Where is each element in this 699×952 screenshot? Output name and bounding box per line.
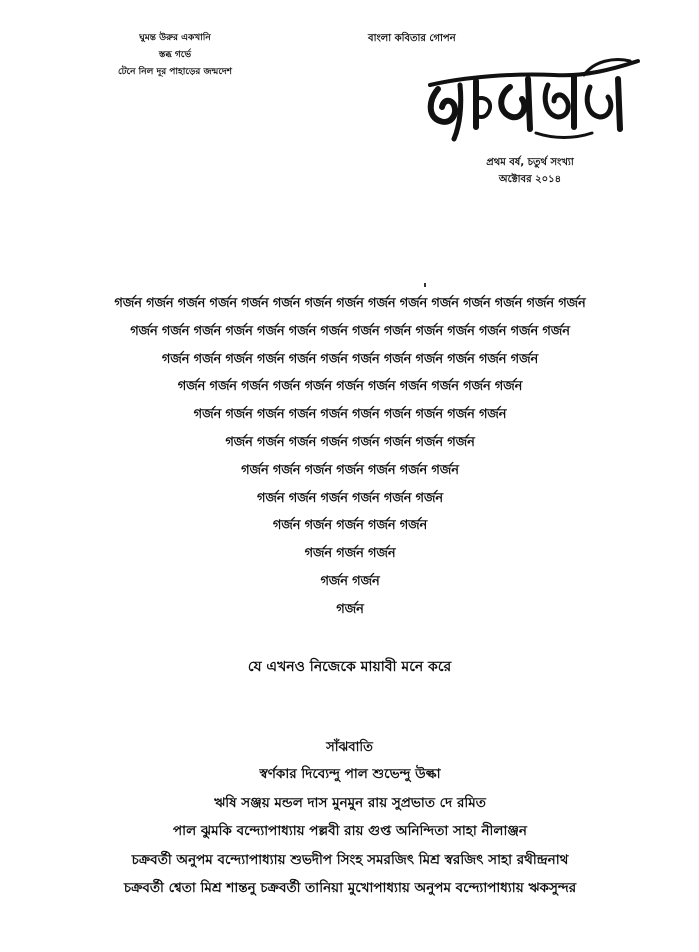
credits-names [60, 760, 640, 903]
poem-closing-line: যে এখনও নিজেকে মায়াবী মনে করে [247, 659, 452, 675]
credits-heading: সাঁঝবাতি [326, 740, 373, 755]
poem-line: গর্জন গর্জন গর্জন গর্জন গর্জন গর্জন গর্জন গর্জন গর্জন গর্জন গর্জন গর্জন গর্জন গর্জন গর্জন [114, 296, 586, 311]
epigraph-line-3: টেনে নিল দূর পাহাড়ের জন্মদেশ [118, 67, 232, 77]
magazine-tagline: বাংলা কবিতার গোপন [368, 33, 456, 44]
poem-line: গর্জন গর্জন গর্জন গর্জন গর্জন গর্জন গর্জন গর্জন গর্জন গর্জন গর্জন গর্জন গর্জন গর্জন [130, 323, 570, 339]
poem-line: গর্জন গর্জন [320, 573, 380, 589]
poem-line: গর্জন গর্জন গর্জন গর্জন গর্জন গর্জন [257, 490, 443, 506]
credits-line: ঋষি সঞ্জয় মন্ডল দাস মুনমুন রায় সুপ্রভাত দে রমিত [214, 794, 486, 811]
scan-speck [424, 283, 426, 287]
poem-line: গর্জন গর্জন গর্জন গর্জন গর্জন গর্জন গর্জন গর্জন গর্জন গর্জন [193, 407, 507, 423]
credits-line: স্বর্ণকার দিব্যেন্দু পাল শুভেন্দু উল্কা [259, 766, 441, 782]
credits-line: চক্রবর্তী অনুপম বন্দ্যোপাধ্যায় শুভদীপ সিংহ সমরজিৎ মিশ্র স্বরজিৎ সাহা রথীন্দ্রনাথ [131, 851, 569, 868]
poem-line: গর্জন গর্জন গর্জন গর্জন গর্জন গর্জন গর্জন [241, 462, 459, 478]
epigraph [60, 30, 290, 81]
issue-info [470, 154, 590, 188]
poem-line: গর্জন গর্জন গর্জন গর্জন গর্জন [272, 518, 428, 534]
epigraph-line-1: ঘুমন্ত উরুর একখানি [139, 33, 211, 43]
roar-poem-pyramid [40, 290, 660, 624]
issue-number: প্রথম বর্ষ, চতুর্থ সংখ্যা [486, 157, 574, 168]
brush-logo-graphic [424, 55, 644, 145]
magazine-logo [424, 55, 644, 145]
epigraph-line-2: স্তব্ধ গর্ভে [158, 50, 192, 60]
credits-line: চক্রবর্তী শ্বেতা মিশ্র শান্তনু চক্রবর্তী তানিয়া মুখোপাধ্যায় অনুপম বন্দ্যোপাধ্যায় ঋকসুন্দর [123, 880, 577, 896]
poem-line: গর্জন গর্জন গর্জন [304, 546, 396, 562]
poem-line: গর্জন গর্জন গর্জন গর্জন গর্জন গর্জন গর্জন গর্জন গর্জন গর্জন গর্জন গর্জন [161, 351, 539, 367]
poem-line: গর্জন গর্জন গর্জন গর্জন গর্জন গর্জন গর্জন গর্জন গর্জন গর্জন গর্জন [177, 379, 523, 395]
poem-line: গর্জন [336, 601, 364, 617]
poem-line: গর্জন গর্জন গর্জন গর্জন গর্জন গর্জন গর্জন গর্জন [225, 434, 475, 450]
issue-date: অক্টোবর ২০১৪ [498, 174, 562, 185]
credits-line: পাল ঝুমকি বন্দ্যোপাধ্যায় পল্লবী রায় গুপ্ত অনিন্দিতা সাহা নীলাঞ্জন [173, 823, 527, 839]
